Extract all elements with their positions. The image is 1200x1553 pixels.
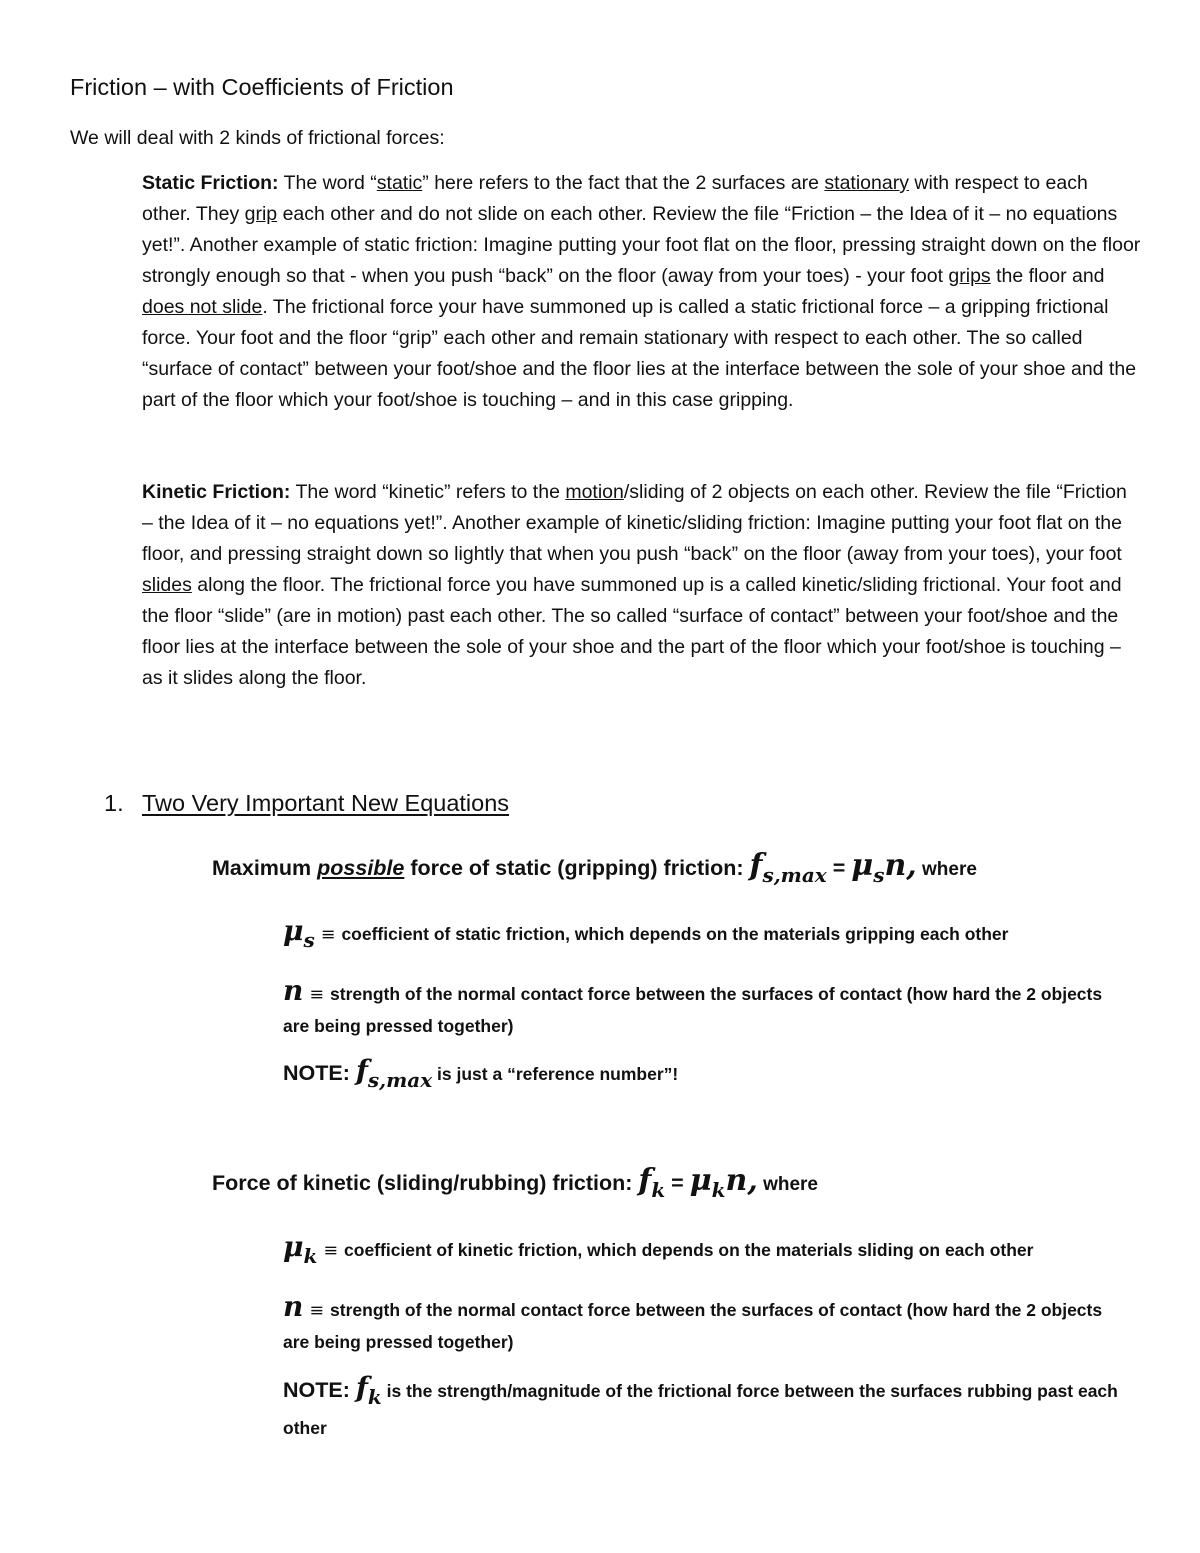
eq-kinetic-equals: = [665, 1171, 690, 1195]
note-static [283, 1055, 1123, 1096]
static-text-5: the floor and [990, 265, 1105, 287]
kinetic-text-1: The word “kinetic” refers to the [290, 481, 566, 503]
eq-kinetic-where: where [757, 1174, 818, 1195]
note-static-text: is just a “reference number”! [432, 1064, 679, 1084]
static-friction-equation [212, 848, 977, 887]
section-number: 1. [104, 790, 124, 816]
kinetic-underline-1: motion [565, 481, 624, 503]
kinetic-text-3: along the floor. The frictional force you have summoned up is a called kinetic/sliding frictional. Your foot and the floor “slide” (are in motion) past each other. The so called “surface of contact” between your foot/shoe and the floor lies at the interface between the sole of your shoe and the part of the floor which your foot/shoe is touching – as it slides along the floor. [142, 574, 1122, 689]
kinetic-friction-paragraph [142, 477, 1142, 694]
def-mu-s-text: coefficient of static friction, which depends on the materials gripping each other [341, 924, 1009, 944]
static-underline-2: stationary [824, 172, 909, 194]
f-s-max-note-symbol: $f_{s,max}$ [355, 1054, 433, 1092]
kinetic-underline-2: slides [142, 574, 192, 596]
f-s-max-symbol: $f_{s,max}$ [749, 848, 827, 887]
def-n-text: strength of the normal contact force between the surfaces of contact (how hard the 2 objects are being pressed together) [283, 1300, 1103, 1352]
note-kinetic-text: is the strength/magnitude of the frictional force between the surfaces rubbing past each other [283, 1381, 1118, 1438]
mu-k-def-symbol: $\mu_k$ [283, 1230, 318, 1268]
def-n-text: strength of the normal contact force between the surfaces of contact (how hard the 2 objects are being pressed together) [283, 984, 1103, 1036]
equiv-symbol: ≡ [309, 985, 325, 1005]
eq-static-equals: = [826, 856, 852, 880]
equiv-symbol: ≡ [309, 1301, 325, 1321]
definition-mu-s [283, 915, 1123, 956]
mu-k-symbol: $\mu_kn$, [689, 1163, 758, 1202]
static-friction-label: Static Friction: [142, 172, 279, 194]
note-label: NOTE: [283, 1061, 356, 1085]
intro-text: We will deal with 2 kinds of frictional forces: [70, 127, 445, 149]
eq-static-post: force of static (gripping) friction: [404, 856, 750, 880]
f-k-note-symbol: $f_k$ [355, 1371, 382, 1409]
eq-kinetic-pre: Force of kinetic (sliding/rubbing) friction: [212, 1171, 639, 1195]
equiv-symbol: ≡ [320, 925, 336, 945]
def-mu-k-text: coefficient of kinetic friction, which depends on the materials sliding on each other [344, 1240, 1034, 1260]
eq-static-where: where [916, 859, 977, 880]
static-text-6: . The frictional force your have summoned up is called a static frictional force – a gripping frictional force. Your foot and the floor “grip” each other and remain stationary with respect to each other. The so called “surface of contact” between your foot/shoe and the floor lies at the interface between the sole of your shoe and the part of the floor which your foot/shoe is touching – and in this case gripping. [142, 296, 1137, 411]
note-label: NOTE: [283, 1378, 356, 1402]
static-underline-5: does not slide [142, 296, 263, 318]
f-k-symbol: $f_k$ [638, 1163, 666, 1202]
definition-mu-k [283, 1231, 1123, 1272]
kinetic-text-2: /sliding of 2 objects on each other. Review the file “Friction – the Idea of it – no equations yet!”. Another example of kinetic/sliding friction: Imagine putting your foot flat on the floor, and pressing straight down so lightly that when you push “back” on the floor (away from your toes), your foot [142, 481, 1127, 565]
static-underline-4: grips [948, 265, 991, 287]
static-underline-1: static [376, 172, 423, 194]
static-underline-3: grip [244, 203, 278, 225]
static-text-1: The word “ [278, 172, 377, 194]
static-text-3: with respect to each other. They [142, 172, 1088, 225]
section-heading [104, 790, 509, 817]
mu-s-def-symbol: $\mu_s$ [283, 914, 315, 952]
note-kinetic [283, 1372, 1123, 1444]
section-title: Two Very Important New Equations [142, 790, 510, 816]
equiv-symbol: ≡ [323, 1241, 339, 1261]
eq-static-pre: Maximum [212, 856, 318, 880]
kinetic-friction-equation [212, 1163, 818, 1202]
page-title: Friction – with Coefficients of Friction [70, 74, 454, 100]
n-def-symbol: n [283, 974, 304, 1007]
definition-n-kinetic [283, 1291, 1123, 1358]
kinetic-friction-label: Kinetic Friction: [142, 481, 291, 503]
definition-n-static [283, 975, 1123, 1042]
n-def-symbol: n [283, 1290, 304, 1323]
eq-static-emphasis: possible [317, 856, 405, 880]
static-text-4: each other and do not slide on each other. Review the file “Friction – the Idea of it – no equations yet!”. Another example of static friction: Imagine putting your foot flat on the floor, pressing straight down on the floor strongly enough so that - when you push “back” on the floor (away from your toes) - your foot [142, 203, 1141, 287]
static-friction-paragraph [142, 168, 1142, 416]
mu-s-symbol: $\mu_sn$, [851, 848, 917, 887]
static-text-2: ” here refers to the fact that the 2 surfaces are [422, 172, 825, 194]
